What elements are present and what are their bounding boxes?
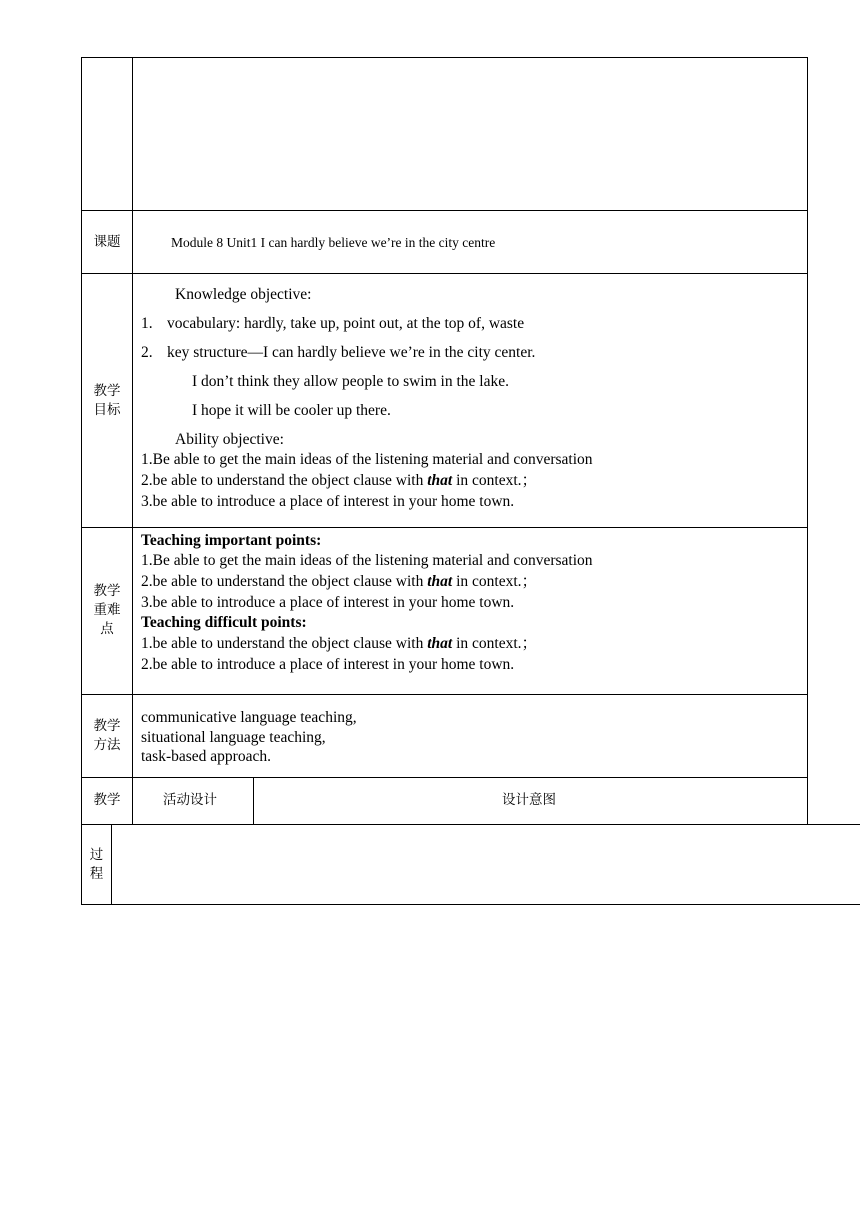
label-line: 教学 xyxy=(93,583,121,599)
objective-item-text: vocabulary: hardly, take up, point out, at the top of, waste xyxy=(167,315,525,332)
objectives-row-label xyxy=(82,382,132,420)
emphasis-that: that xyxy=(427,472,453,489)
methods-row-label xyxy=(82,717,132,755)
label-line: 目标 xyxy=(93,402,121,418)
ability-item: 1.Be able to get the main ideas of the listening material and conversation xyxy=(141,451,593,468)
text-run: 1.be able to understand the object clause with xyxy=(141,635,428,652)
rule xyxy=(81,824,860,825)
process-header-label: 教学 xyxy=(93,792,121,808)
method-item: task-based approach. xyxy=(141,748,271,765)
important-point: 1.Be able to get the main ideas of the listening material and conversation xyxy=(141,552,593,569)
important-point: 3.be able to introduce a place of interest in your home town. xyxy=(141,594,515,611)
column-header-intent: 设计意图 xyxy=(502,792,556,808)
lesson-title: Module 8 Unit1 I can hardly believe we’re in the city centre xyxy=(171,235,496,250)
example-sentence: I don’t think they allow people to swim in the lake. xyxy=(192,373,509,390)
label-line: 教学 xyxy=(93,383,121,399)
text-run: in context.； xyxy=(452,573,538,590)
rule xyxy=(81,527,808,528)
difficult-point: 2.be able to introduce a place of interest in your home town. xyxy=(141,656,515,673)
column-header-activity: 活动设计 xyxy=(163,792,217,808)
emphasis-that: that xyxy=(427,635,453,652)
text-run: in context.； xyxy=(452,472,538,489)
ability-item xyxy=(141,470,537,491)
difficult-point xyxy=(141,633,537,654)
important-points-heading: Teaching important points: xyxy=(141,532,322,549)
knowledge-objective-heading: Knowledge objective: xyxy=(175,286,312,303)
difficult-points-heading: Teaching difficult points: xyxy=(141,614,307,631)
label-line: 过 xyxy=(89,847,104,863)
rule xyxy=(807,57,808,825)
label-line: 方法 xyxy=(93,737,121,753)
ability-objective-heading: Ability objective: xyxy=(175,431,284,448)
rule xyxy=(81,57,808,58)
rule xyxy=(132,57,133,825)
rule xyxy=(81,57,82,905)
label-line: 点 xyxy=(100,621,114,637)
rule xyxy=(81,273,808,274)
process-row-label xyxy=(82,846,111,884)
rule xyxy=(253,777,254,825)
objective-item-number: 1. xyxy=(141,315,153,332)
text-run: 2.be able to understand the object clause with xyxy=(141,472,428,489)
rule xyxy=(111,824,112,905)
important-point xyxy=(141,571,537,592)
text-run: 2.be able to understand the object clause with xyxy=(141,573,428,590)
label-line: 重难 xyxy=(93,602,121,618)
rule xyxy=(81,694,808,695)
objective-item-number: 2. xyxy=(141,344,153,361)
text-run: in context.； xyxy=(452,635,538,652)
method-item: communicative language teaching, xyxy=(141,709,357,726)
rule xyxy=(81,777,808,778)
example-sentence: I hope it will be cooler up there. xyxy=(192,402,391,419)
emphasis-that: that xyxy=(427,573,453,590)
ability-item: 3.be able to introduce a place of interest in your home town. xyxy=(141,493,515,510)
label-line: 程 xyxy=(89,866,104,882)
label-line: 教学 xyxy=(93,718,121,734)
method-item: situational language teaching, xyxy=(141,729,326,746)
title-row-label: 课题 xyxy=(93,234,121,250)
rule xyxy=(81,904,860,905)
objective-item-text: key structure—I can hardly believe we’re in the city center. xyxy=(167,344,536,361)
points-row-label xyxy=(82,582,132,639)
rule xyxy=(81,210,808,211)
